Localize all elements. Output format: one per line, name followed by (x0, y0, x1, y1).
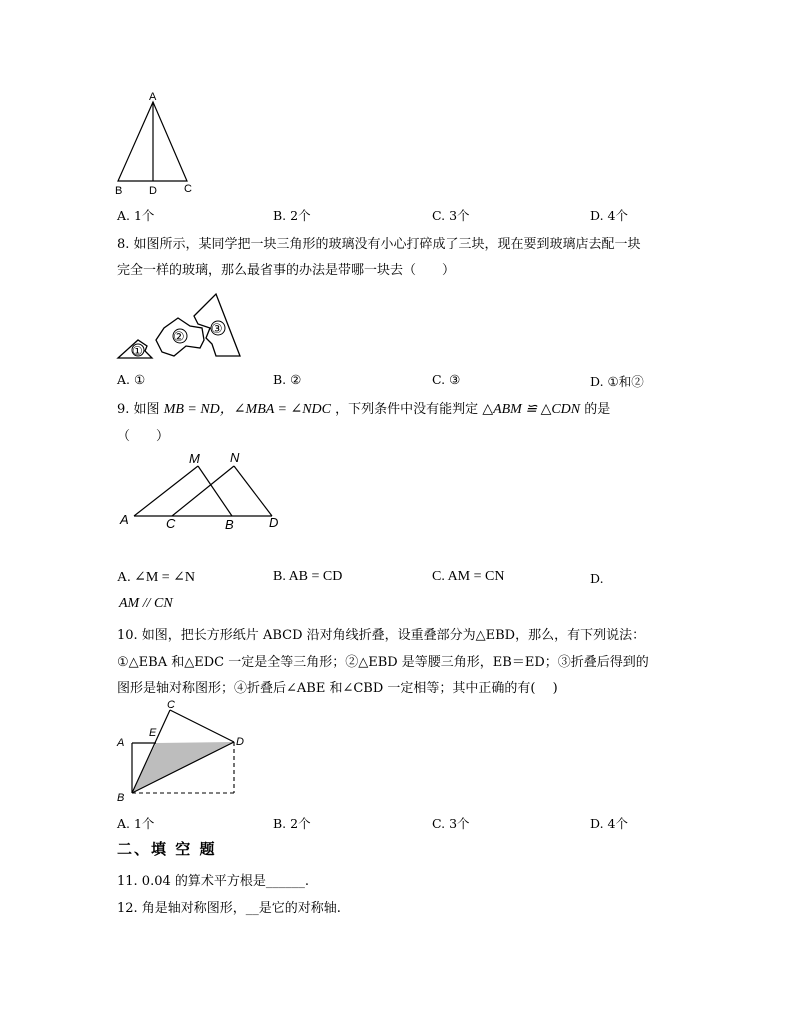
q7-option-d: D. 4个 (590, 208, 628, 223)
q8-option-c: C. ③ (432, 372, 461, 387)
q9-label-a: A (120, 512, 129, 527)
q8-option-d: D. ①和② (590, 374, 644, 389)
q10-option-b: B. 2个 (273, 816, 311, 831)
q10-option-c: C. 3个 (432, 816, 470, 831)
q9-suffix: 的是 (584, 402, 611, 417)
q11-question: 11. 0.04 的算术平方根是______. (117, 874, 310, 889)
q9-paren: （ ） (117, 429, 170, 444)
q8-question-line2: 完全一样的玻璃，那么最省事的办法是带哪一块去（ ） (117, 263, 456, 278)
q10-folded-rectangle-figure (112, 700, 252, 806)
q10-question-line3: 图形是轴对称图形；④折叠后∠ABE 和∠CBD 一定相等；其中正确的有( ) (117, 681, 558, 696)
q10-label-a: A (117, 737, 125, 749)
q8-question-line1: 8. 如图所示，某同学把一块三角形的玻璃没有小心打碎成了三块，现在要到玻璃店去配一块 (117, 237, 641, 252)
q8-glass-pieces-figure (112, 288, 248, 364)
q7-option-b: B. 2个 (273, 208, 311, 223)
section2-heading: 二、填 空 题 (117, 840, 217, 858)
q9-label-b: B (225, 517, 234, 532)
q8-option-b: B. ② (273, 372, 302, 387)
q9-label-m: M (189, 451, 200, 466)
q9-option-d: D. (590, 571, 604, 586)
q9-label-c: C (166, 516, 176, 531)
q10-label-d: D (236, 736, 244, 748)
q9-question-line1 (117, 398, 610, 418)
q7-triangle-figure (110, 90, 200, 198)
q9-option-d-text: AM // CN (119, 596, 173, 611)
q9-target-congruence: △ABM ≌ △CDN (482, 402, 581, 417)
q8-piece-1-label: ① (132, 344, 143, 358)
q7-label-d: D (149, 185, 157, 197)
q9-label-d: D (269, 515, 279, 530)
q9-middle: ，下列条件中没有能判定 (335, 402, 479, 417)
q7-option-c: C. 3个 (432, 208, 470, 223)
q9-label-n: N (230, 450, 240, 465)
q9-figure (112, 448, 288, 534)
q10-option-d: D. 4个 (590, 816, 628, 831)
q10-label-b: B (117, 792, 125, 804)
q10-question-line1: 10. 如图，把长方形纸片 ABCD 沿对角线折叠，设重叠部分为△EBD，那么，有下列说法： (117, 628, 646, 643)
q9-option-a: A. ∠M = ∠N (117, 570, 196, 585)
q9-option-b: B. AB = CD (273, 569, 343, 584)
q12-question: 12. 角是轴对称图形，__是它的对称轴. (117, 901, 341, 916)
q8-option-a: A. ① (117, 372, 146, 387)
q7-label-b: B (115, 185, 123, 197)
q8-piece-2-label: ② (173, 329, 185, 344)
q10-option-a: A. 1个 (117, 816, 155, 831)
q8-piece-3-label: ③ (211, 321, 223, 336)
q7-label-c: C (184, 183, 192, 195)
q9-given-conditions: MB = ND，∠MBA = ∠NDC (163, 402, 332, 417)
q10-label-c: C (167, 700, 175, 711)
q7-label-a: A (149, 91, 157, 103)
q10-label-e: E (149, 727, 157, 739)
q7-option-a: A. 1个 (117, 208, 155, 223)
q9-prefix: 9. 如图 (117, 402, 160, 417)
q10-question-line2: ①△EBA 和△EDC 一定是全等三角形；②△EBD 是等腰三角形，EB＝ED；③折叠后得到的 (117, 655, 649, 670)
q9-option-c: C. AM = CN (432, 569, 505, 584)
